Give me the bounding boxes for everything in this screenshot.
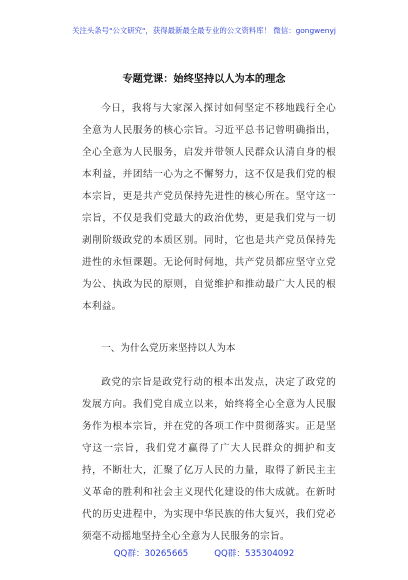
footer-qq-group-2: QQ群：535304092 <box>214 549 295 559</box>
section-heading: 一、为什么党历来坚持以人为本 <box>101 343 236 354</box>
intro-paragraph: 今日，我将与大家深入探讨如何坚定不移地践行全心全意为人民服务的核心宗旨。习近平总书记曾明确指出，全心全意为人民服务，启发并带领人民群众认清自身的根本利益，并团结一心为之不懈努力，这不仅是我们党的根本宗旨，更是共产党员保持先进性的核心所在。坚守这一宗旨，不仅是我们党最大的政治优势，更是我们党与一切剥削阶级政党的本质区别。同时，它也是共产党员保持先进性的永恒课题。无论何时何地，共产党员都应坚守立党为公、执政为民的原则，自觉维护和推动最广大人民的根本利益。 <box>82 103 336 312</box>
section-paragraph: 政党的宗旨是政党行动的根本出发点，决定了政党的发展方向。我们党自成立以来，始终将全心全意为人民服务作为根本宗旨，并在党的各项工作中贯彻落实。正是坚守这一宗旨，我们党才赢得了广大人民群众的拥护和支持，不断壮大，汇聚了亿万人民的力量，取得了新民主主义革命的胜利和社会主义现代化建设的伟大成就。在新时代的历史进程中，为实现中华民族的伟大复兴，我们党必须毫不动摇地坚持全心全意为人民服务的宗旨。 <box>82 377 336 542</box>
paragraph-gap <box>82 318 336 328</box>
footer-qq-group-1: QQ群：30265665 <box>113 549 189 559</box>
document-body <box>82 98 336 548</box>
header-promo-text: 关注头条号"公文研究"，获得最新最全最专业的公文资料库！ 微信：gongwenyj <box>72 26 336 35</box>
document-title: 专题党课：始终坚持以人为本的理念 <box>122 73 286 85</box>
footer-contact <box>0 548 408 560</box>
